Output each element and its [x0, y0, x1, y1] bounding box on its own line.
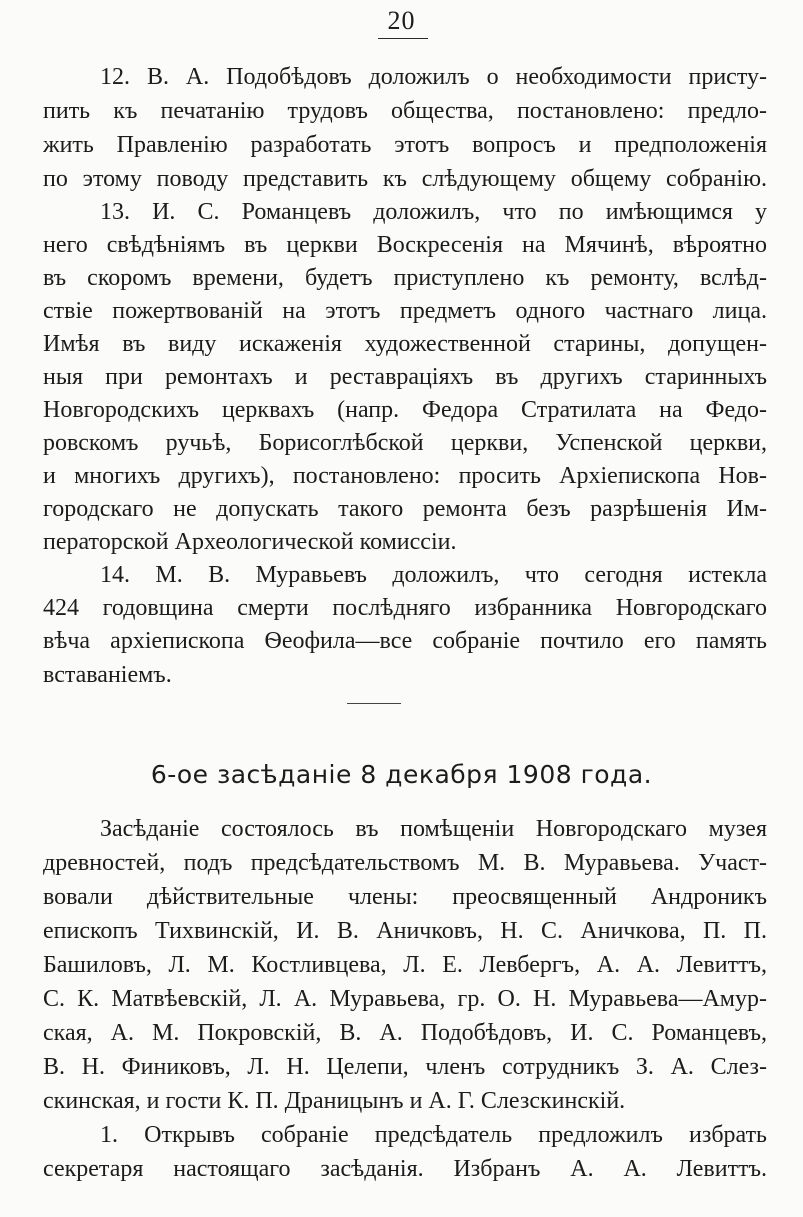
text-line: 13. И. С. Романцевъ доложилъ, что по имѣющимся у [100, 199, 767, 225]
text-line: 424 годовщина смерти послѣдняго избранника Новгородскаго [43, 595, 767, 621]
text-line: Башиловъ, Л. М. Костливцева, Л. Е. Левбергъ, А. А. Левиттъ, [43, 952, 767, 978]
text-line: вѣча архіепископа Ѳеофила—все собраніе почтило его память [43, 628, 767, 654]
text-line: епископъ Тихвинскій, И. В. Аничковъ, Н. С. Аничкова, П. П. [43, 918, 767, 944]
text-line: секретаря настоящаго засѣданія. Избранъ А. А. Левиттъ. [43, 1156, 767, 1182]
text-line: ская, А. М. Покровскій, В. А. Подобѣдовъ, И. С. Романцевъ, [43, 1020, 767, 1046]
section-heading: 6-ое засѣданіе 8 декабря 1908 года. [150, 760, 653, 789]
text-line: вставаніемъ. [43, 662, 172, 688]
text-line: ныя при ремонтахъ и реставраціяхъ въ другихъ старинныхъ [43, 364, 767, 390]
text-line: жить Правленію разработать этотъ вопросъ и предположенія [43, 132, 767, 158]
page-number: 20 [387, 6, 416, 35]
text-line: С. К. Матвѣевскій, Л. А. Муравьева, гр. О. Н. Муравьева—Амур- [43, 986, 767, 1012]
text-line: пить къ печатанію трудовъ общества, постановлено: предло- [43, 98, 767, 124]
page-number-underline [378, 38, 428, 39]
section-separator [347, 703, 401, 704]
text-line: и многихъ другихъ), постановлено: просить Архіепископа Нов- [43, 463, 767, 489]
text-line: Засѣданіе состоялось въ помѣщеніи Новгородскаго музея [100, 816, 767, 842]
text-line: ператорской Археологической комиссіи. [43, 529, 457, 555]
text-line: городскаго не допускать такого ремонта безъ разрѣшенія Им- [43, 496, 767, 522]
text-line: по этому поводу представить къ слѣдующему общему собранію. [43, 166, 767, 192]
text-line: него свѣдѣніямъ въ церкви Воскресенія на Мячинѣ, вѣроятно [43, 232, 767, 258]
text-line: ствіе пожертвованій на этотъ предметъ одного частнаго лица. [43, 298, 767, 324]
text-line: въ скоромъ времени, будетъ приступлено къ ремонту, вслѣд- [43, 265, 767, 291]
text-line: вовали дѣйствительные члены: преосвященный Андроникъ [43, 884, 767, 910]
text-line: Новгородскихъ церквахъ (напр. Федора Стратилата на Федо- [43, 397, 767, 423]
text-line: ровскомъ ручьѣ, Борисоглѣбской церкви, Успенской церкви, [43, 430, 767, 456]
text-line: древностей, подъ предсѣдательствомъ М. В. Муравьева. Участ- [43, 850, 767, 876]
text-line: В. Н. Финиковъ, Л. Н. Целепи, членъ сотрудникъ З. А. Слез- [43, 1054, 767, 1080]
text-line: 1. Открывъ собраніе предсѣдатель предложилъ избрать [100, 1122, 767, 1148]
text-line: 14. М. В. Муравьевъ доложилъ, что сегодня истекла [100, 562, 767, 588]
text-line: Имѣя въ виду искаженія художественной старины, допущен- [43, 331, 767, 357]
text-line: 12. В. А. Подобѣдовъ доложилъ о необходимости присту- [100, 64, 767, 90]
text-line: скинская, и гости К. П. Драницынъ и А. Г. Слезскинскій. [43, 1088, 626, 1114]
